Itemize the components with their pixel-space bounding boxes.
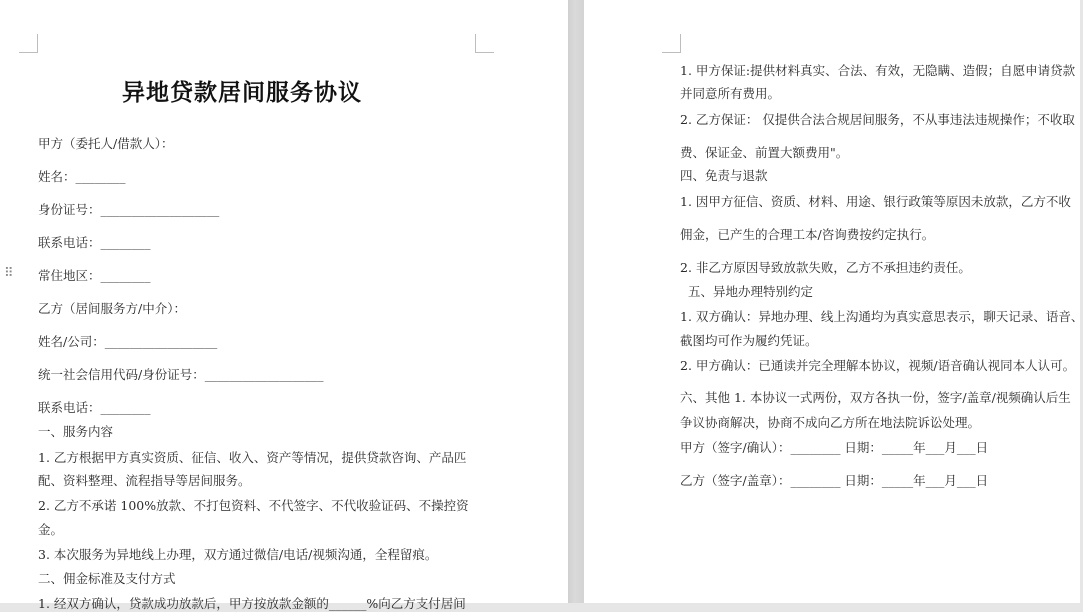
paragraph-line[interactable]: 1. 因甲方征信、资质、材料、用途、银行政策等原因未放款，乙方不收: [680, 194, 1071, 209]
party-a-phone-line[interactable]: 联系电话：________: [38, 235, 151, 250]
margin-corner-marker: [475, 34, 494, 53]
paragraph-line[interactable]: 费、保证金、前置大额费用"。: [680, 145, 849, 160]
party-a-signature-line[interactable]: 甲方（签字/确认）：________ 日期：_____年___月___日: [680, 440, 989, 455]
paragraph-line[interactable]: 佣金，已产生的合理工本/咨询费按约定执行。: [680, 227, 935, 242]
paragraph-line[interactable]: 2. 非乙方原因导致放款失败，乙方不承担违约责任。: [680, 260, 971, 275]
party-a-heading[interactable]: 甲方（委托人/借款人）：: [38, 136, 174, 151]
paragraph-line[interactable]: 截图均可作为履约凭证。: [680, 333, 818, 348]
section-heading-commission[interactable]: 二、佣金标准及支付方式: [38, 571, 176, 586]
paragraph-line[interactable]: 金。: [38, 522, 64, 537]
document-title: 异地贷款居间服务协议: [122, 79, 362, 106]
party-b-phone-line[interactable]: 联系电话：________: [38, 400, 151, 415]
section-heading-other[interactable]: 六、其他 1. 本协议一式两份，双方各执一份，签字/盖章/视频确认后生: [680, 390, 1071, 405]
paragraph-line[interactable]: 1. 双方确认：异地办理、线上沟通均为真实意思表示，聊天记录、语音、: [680, 309, 1083, 324]
section-heading-remote-terms[interactable]: 五、异地办理特别约定: [688, 284, 814, 299]
section-heading-disclaimer[interactable]: 四、免责与退款: [680, 168, 768, 183]
paragraph-line[interactable]: 争议协商解决，协商不成向乙方所在地法院诉讼处理。: [680, 415, 981, 430]
paragraph-line[interactable]: 2. 甲方确认：已通读并完全理解本协议，视频/语音确认视同本人认可。: [680, 358, 1076, 373]
paragraph-line[interactable]: 2. 乙方不承诺 100%放款、不打包资料、不代签字、不代收验证码、不操控资: [38, 498, 469, 513]
margin-corner-marker: [19, 34, 38, 53]
paragraph-line[interactable]: 3. 本次服务为异地线上办理，双方通过微信/电话/视频沟通，全程留痕。: [38, 547, 438, 562]
paragraph-line[interactable]: 2. 乙方保证： 仅提供合法合规居间服务，不从事违法违规操作；不收取: [680, 112, 1075, 127]
party-a-name-line[interactable]: 姓名：________: [38, 169, 126, 184]
paragraph-line[interactable]: 1. 经双方确认，贷款成功放款后，甲方按放款金额的______%向乙方支付居间: [38, 596, 466, 611]
paragraph-line[interactable]: 并同意所有费用。: [680, 86, 781, 101]
party-a-region-line[interactable]: 常住地区：________: [38, 268, 151, 283]
paragraph-line[interactable]: 1. 乙方根据甲方真实资质、征信、收入、资产等情况，提供贷款咨询、产品匹: [38, 450, 467, 465]
section-heading-services[interactable]: 一、服务内容: [38, 424, 114, 439]
party-a-id-line[interactable]: 身份证号：___________________: [38, 202, 220, 217]
document-page-right: [584, 0, 1083, 603]
party-b-credit-code-line[interactable]: 统一社会信用代码/身份证号：___________________: [38, 367, 324, 382]
party-b-signature-line[interactable]: 乙方（签字/盖章）：________ 日期：_____年___月___日: [680, 473, 989, 488]
page-gutter: [568, 0, 584, 603]
margin-corner-marker: [662, 34, 681, 53]
party-b-name-line[interactable]: 姓名/公司：__________________: [38, 334, 218, 349]
party-b-heading[interactable]: 乙方（居间服务方/中介）：: [38, 301, 186, 316]
drag-handle-icon[interactable]: ⠿: [4, 266, 12, 281]
paragraph-line[interactable]: 1. 甲方保证:提供材料真实、合法、有效，无隐瞒、造假；自愿申请贷款: [680, 63, 1076, 78]
paragraph-line[interactable]: 配、资料整理、流程指导等居间服务。: [38, 473, 251, 488]
